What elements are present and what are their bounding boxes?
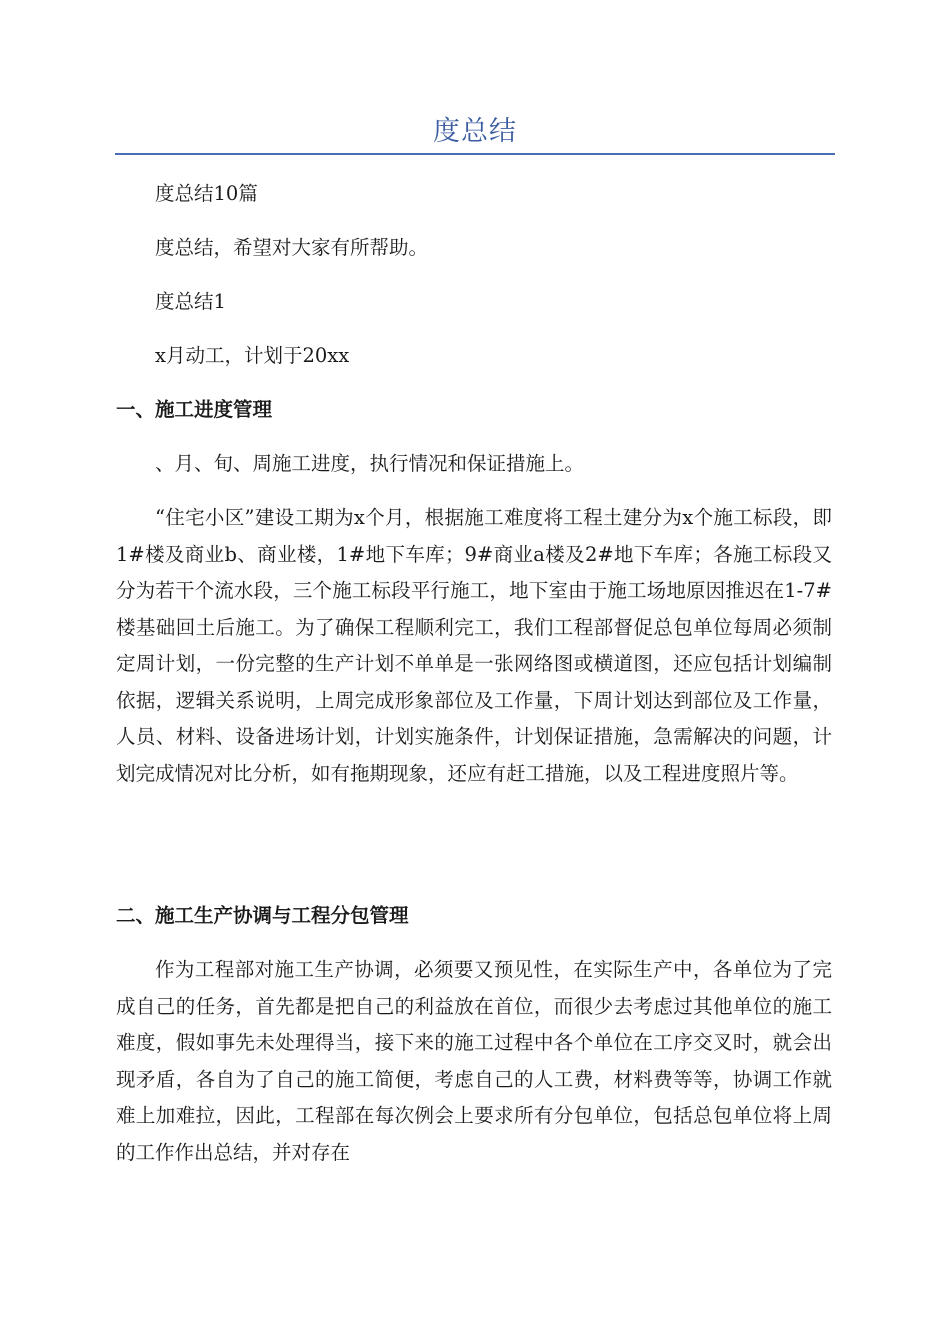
- paragraph-coordination-detail: 作为工程部对施工生产协调，必须要又预见性，在实际生产中，各单位为了完成自己的任务，首先都是把自己的利益放在首位，而很少去考虑过其他单位的施工难度，假如事先未处理得当，接下来的施工过程中各个单位在工序交叉时，就会出现矛盾，各自为了自己的施工简便，考虑自己的人工费，材料费等等，协调工作就难上加难拉，因此，工程部在每次例会上要求所有分包单位，包括总包单位将上周的工作作出总结，并对存在: [116, 958, 832, 1164]
- section-heading-progress: 一、施工进度管理: [116, 398, 273, 421]
- paragraph-summary-1: 度总结1: [155, 290, 226, 313]
- section-heading-coordination: 二、施工生产协调与工程分包管理: [116, 904, 409, 927]
- document-title: 度总结: [433, 116, 517, 147]
- paragraph-progress-plan: 、月、旬、周施工进度，执行情况和保证措施上。: [155, 452, 585, 475]
- paragraph-start-date: x月动工，计划于20xx: [155, 344, 350, 367]
- paragraph-summary-count: 度总结10篇: [155, 182, 258, 205]
- paragraph-intro: 度总结，希望对大家有所帮助。: [155, 236, 429, 259]
- paragraph-progress-detail: “住宅小区”建设工期为x个月，根据施工难度将工程土建分为x个施工标段，即1#楼及商业b、商业楼，1#地下车库；9#商业a楼及2#地下车库；各施工标段又分为若干个流水段，三个施工标段平行施工，地下室由于施工场地原因推迟在1-7#楼基础回土后施工。为了确保工程顺利完工，我们工程部督促总包单位每周必须制定周计划，一份完整的生产计划不单单是一张网络图或横道图，还应包括计划编制依据，逻辑关系说明，上周完成形象部位及工作量，下周计划达到部位及工作量，人员、材料、设备进场计划，计划实施条件，计划保证措施，急需解决的问题，计划完成情况对比分析，如有拖期现象，还应有赶工措施，以及工程进度照片等。: [116, 506, 832, 785]
- title-underline: [115, 153, 835, 155]
